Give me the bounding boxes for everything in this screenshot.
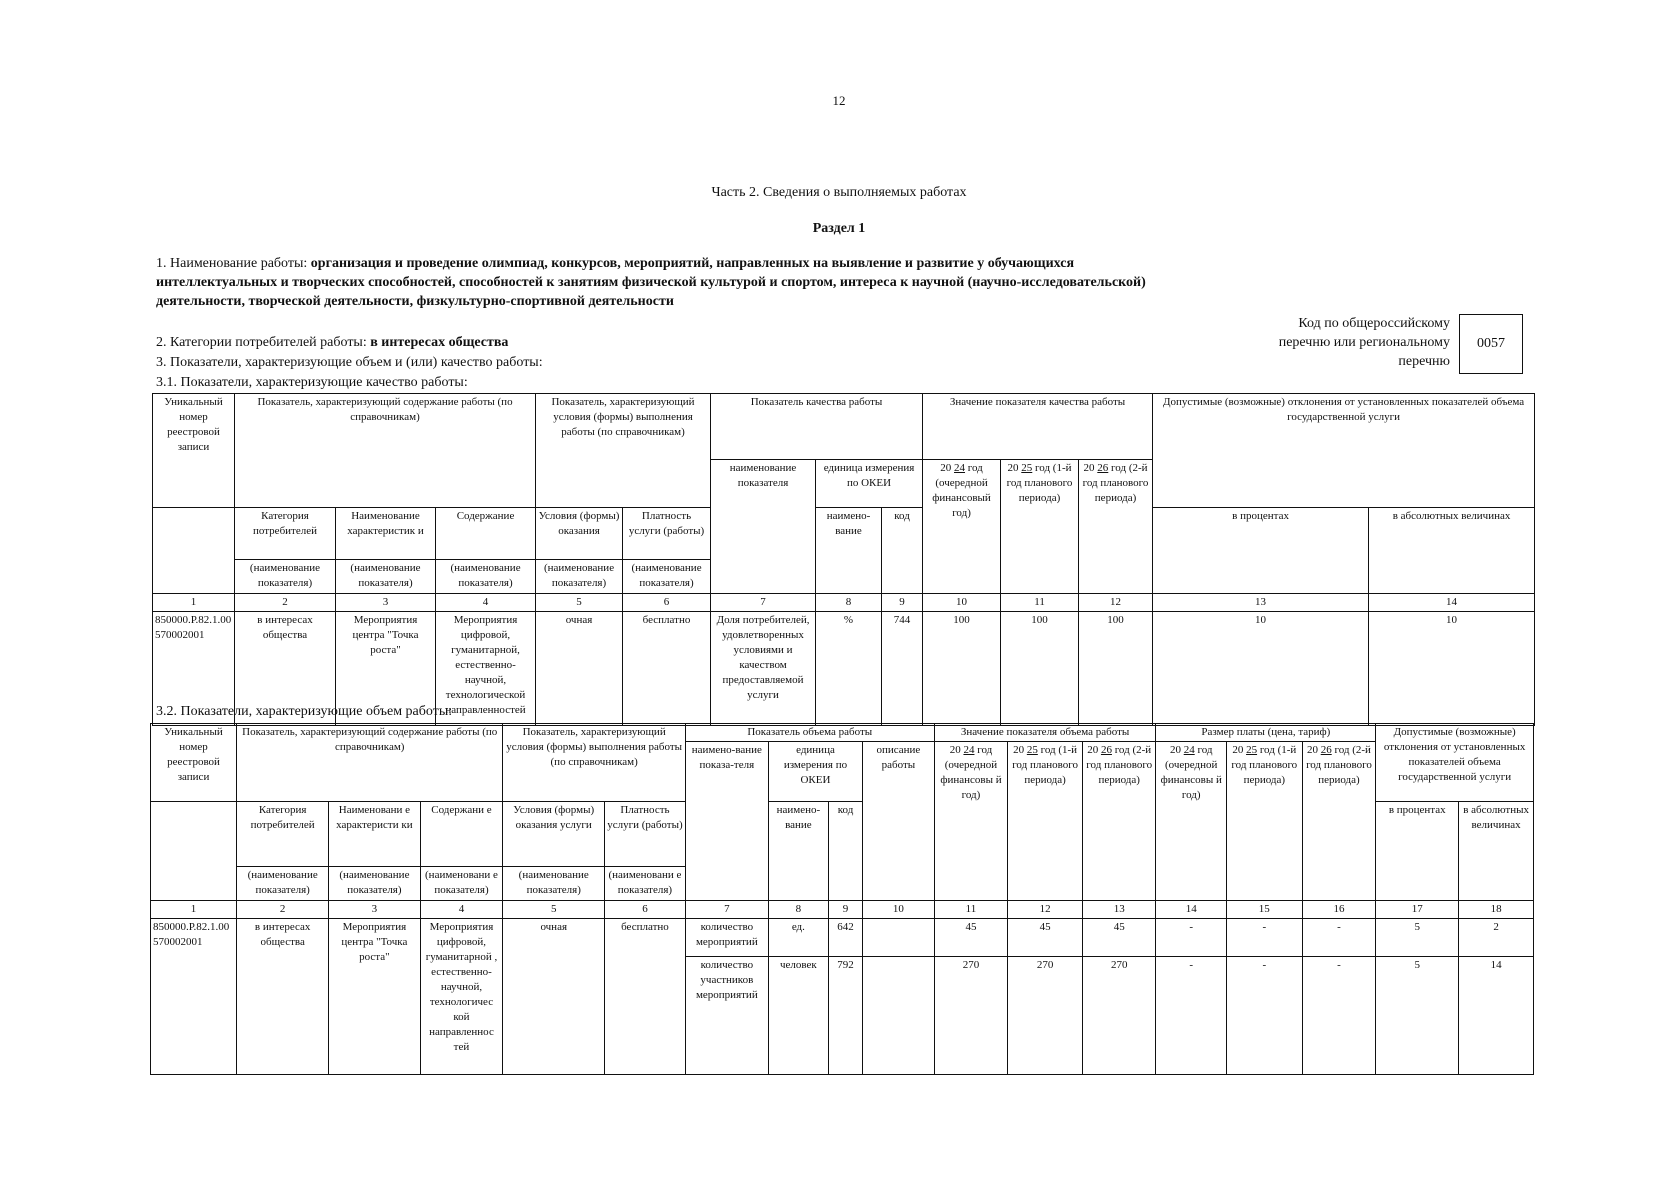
q-code: 744 <box>882 612 923 726</box>
q-col-num: 2 <box>235 594 336 612</box>
v-col-num: 14 <box>1156 901 1226 919</box>
q-h-content: Показатель, характеризующий содержание работы (по справочникам) <box>235 394 536 508</box>
categories-line <box>156 335 508 351</box>
v-f3: - <box>1302 957 1376 1075</box>
q-v3: 100 <box>1079 612 1153 726</box>
q-col-num: 12 <box>1079 594 1153 612</box>
q-col-num: 7 <box>711 594 816 612</box>
v-h-content: Показатель, характеризующий содержание работы (по справочникам) <box>237 724 503 802</box>
v-f1: - <box>1156 957 1226 1075</box>
v-col-num: 7 <box>685 901 768 919</box>
v-indicator: количество мероприятий <box>685 919 768 957</box>
v-unit: человек <box>768 957 828 1075</box>
q-unique: 850000.Р.82.1.00570002001 <box>153 612 235 726</box>
q-category: в интересах общества <box>235 612 336 726</box>
v-desc <box>863 919 935 957</box>
q-h-sub-3: (наименование показателя) <box>336 560 436 594</box>
q-col-num: 4 <box>436 594 536 612</box>
q-col-num: 1 <box>153 594 235 612</box>
q-pay: бесплатно <box>623 612 711 726</box>
volume-table <box>150 723 1534 1075</box>
code-value: 0057 <box>1477 336 1505 351</box>
q-h-year1: 20 24 год (очередной финансовый год) <box>923 460 1001 594</box>
v-h-percent: в процентах <box>1376 802 1459 901</box>
q-col-num: 13 <box>1153 594 1369 612</box>
q-form: очная <box>536 612 623 726</box>
v-h-deviation: Допустимые (возможные) отклонения от установленных показателей объема государственной услуги <box>1376 724 1534 802</box>
v-col-num: 6 <box>605 901 686 919</box>
v-h-pay: Платность услуги (работы) <box>605 802 686 867</box>
q-col-num: 11 <box>1001 594 1079 612</box>
v-h-year2: 20 25 год (1-й год планового периода) <box>1008 742 1083 901</box>
v-h-sub-2: (наименование показателя) <box>237 867 329 901</box>
v-v3: 270 <box>1082 957 1156 1075</box>
v-category: в интересах общества <box>237 919 329 1075</box>
quality-table <box>152 393 1535 726</box>
v-code: 642 <box>828 919 862 957</box>
v-h-category: Категория потребителей <box>237 802 329 867</box>
v-col-num: 2 <box>237 901 329 919</box>
v-col-num: 5 <box>503 901 605 919</box>
q-h-sub-2: (наименование показателя) <box>235 560 336 594</box>
v-col-num: 9 <box>828 901 862 919</box>
v-col-num: 4 <box>420 901 503 919</box>
categories-value: в интересах общества <box>370 335 509 350</box>
section-title: Раздел 1 <box>812 221 866 236</box>
v-desc <box>863 957 935 1075</box>
v-h-year1: 20 24 год (очередной финансовы й год) <box>934 742 1008 901</box>
q-col-num: 9 <box>882 594 923 612</box>
q-h-year2: 20 25 год (1-й год планового периода) <box>1001 460 1079 594</box>
q-col-num: 5 <box>536 594 623 612</box>
q-h-ind-name: наименование показателя <box>711 460 816 594</box>
q-col-num: 14 <box>1369 594 1535 612</box>
work-name-value: организация и проведение олимпиад, конкурсов, мероприятий, направленных на выявление и развитие у обучающихся интеллектуальных и творческих способностей, способностей к занятиям физической культурой и спортом, интереса к научной (научно-исследовательской) деятельности, творческой деятельности, физкультурно-спортивной деятельности <box>156 256 1146 309</box>
v-h-content-col: Содержани е <box>420 802 503 867</box>
v-dev-abs: 2 <box>1459 919 1534 957</box>
indicators-line: 3. Показатели, характеризующие объем и (или) качество работы: <box>156 355 543 370</box>
v-h-char-name: Наименовани е характеристи ки <box>329 802 420 867</box>
v-unit: ед. <box>768 919 828 957</box>
v-v1: 45 <box>934 919 1008 957</box>
categories-label: 2. Категории потребителей работы: <box>156 335 371 350</box>
q-h-unique-cont <box>153 508 235 560</box>
q-h-category: Категория потребителей <box>235 508 336 560</box>
v-col-num: 13 <box>1082 901 1156 919</box>
q-h-sub-4: (наименование показателя) <box>436 560 536 594</box>
volume-line: 3.2. Показатели, характеризующие объем работы: <box>156 704 453 719</box>
q-h-pay: Платность услуги (работы) <box>623 508 711 560</box>
q-h-unit-code: код <box>882 508 923 594</box>
q-h-form: Условия (формы) оказания <box>536 508 623 560</box>
v-form: очная <box>503 919 605 1075</box>
code-box <box>1459 314 1523 374</box>
v-f3: - <box>1302 919 1376 957</box>
v-h-unit: единица измерения по ОКЕИ <box>768 742 862 802</box>
v-dev-abs: 14 <box>1459 957 1534 1075</box>
v-h-sub-4: (наименовани е показателя) <box>420 867 503 901</box>
v-h-year3: 20 26 год (2-й год планового периода) <box>1082 742 1156 901</box>
v-col-num: 10 <box>863 901 935 919</box>
v-h-form: Условия (формы) оказания услуги <box>503 802 605 867</box>
q-h-year3: 20 26 год (2-й год планового периода) <box>1079 460 1153 594</box>
v-h-sub-5: (наименование показателя) <box>503 867 605 901</box>
code-label: Код по общероссийскому перечню или региональному перечню <box>1278 316 1450 369</box>
q-h-sub-5: (наименование показателя) <box>536 560 623 594</box>
q-content: Мероприятия цифровой, гуманитарной, естественно-научной, технологической направленностей <box>436 612 536 726</box>
q-h-deviation: Допустимые (возможные) отклонения от установленных показателей объема государственной услуги <box>1153 394 1535 508</box>
v-v3: 45 <box>1082 919 1156 957</box>
v-h-fee3: 20 26 год (2-й год планового периода) <box>1302 742 1376 901</box>
v-h-value: Значение показателя объема работы <box>934 724 1156 742</box>
q-indicator: Доля потребителей, удовлетворенных условиями и качеством предоставляемой услуги <box>711 612 816 726</box>
v-v2: 270 <box>1008 957 1083 1075</box>
q-h-char-name: Наименование характеристик и <box>336 508 436 560</box>
q-v2: 100 <box>1001 612 1079 726</box>
q-h-quality: Показатель качества работы <box>711 394 923 460</box>
q-char-name: Мероприятия центра "Точка роста" <box>336 612 436 726</box>
v-col-num: 18 <box>1459 901 1534 919</box>
q-h-percent: в процентах <box>1153 508 1369 594</box>
v-h-fee2: 20 25 год (1-й год планового периода) <box>1226 742 1302 901</box>
v-h-fee1: 20 24 год (очередной финансовы й год) <box>1156 742 1226 901</box>
v-h-unit-name: наимено-вание <box>768 802 828 901</box>
v-f1: - <box>1156 919 1226 957</box>
q-dev-pct: 10 <box>1153 612 1369 726</box>
v-code: 792 <box>828 957 862 1075</box>
q-h-unique: Уникальный номер реестровой записи <box>153 394 235 508</box>
v-content: Мероприятия цифровой, гуманитарной , естественно-научной, технологичес кой направленнос тей <box>420 919 503 1075</box>
v-h-unique-cont <box>151 802 237 867</box>
v-h-ind-name: наимено-вание показа-теля <box>685 742 768 901</box>
v-h-blank <box>151 867 237 901</box>
v-col-num: 16 <box>1302 901 1376 919</box>
v-h-sub-6: (наименовани е показателя) <box>605 867 686 901</box>
q-col-num: 6 <box>623 594 711 612</box>
q-h-unit: единица измерения по ОКЕИ <box>816 460 923 508</box>
v-col-num: 12 <box>1008 901 1083 919</box>
v-f2: - <box>1226 919 1302 957</box>
v-h-volume: Показатель объема работы <box>685 724 934 742</box>
v-col-num: 15 <box>1226 901 1302 919</box>
q-unit: % <box>816 612 882 726</box>
v-char-name: Мероприятия центра "Точка роста" <box>329 919 420 1075</box>
v-v2: 45 <box>1008 919 1083 957</box>
v-indicator: количество участников мероприятий <box>685 957 768 1075</box>
q-h-unit-name: наимено-вание <box>816 508 882 594</box>
q-h-blank <box>153 560 235 594</box>
page-number: 12 <box>832 93 846 108</box>
v-col-num: 1 <box>151 901 237 919</box>
v-dev-pct: 5 <box>1376 957 1459 1075</box>
q-h-sub-6: (наименование показателя) <box>623 560 711 594</box>
quality-line: 3.1. Показатели, характеризующие качество работы: <box>156 375 468 390</box>
v-dev-pct: 5 <box>1376 919 1459 957</box>
v-pay: бесплатно <box>605 919 686 1075</box>
v-f2: - <box>1226 957 1302 1075</box>
v-h-desc: описание работы <box>863 742 935 901</box>
q-h-absolute: в абсолютных величинах <box>1369 508 1535 594</box>
table-row <box>151 919 1534 957</box>
q-h-value: Значение показателя качества работы <box>923 394 1153 460</box>
part-title: Часть 2. Сведения о выполняемых работах <box>711 185 967 200</box>
v-h-conditions: Показатель, характеризующий условия (формы) выполнения работы (по справочникам) <box>503 724 685 802</box>
q-col-num: 10 <box>923 594 1001 612</box>
v-v1: 270 <box>934 957 1008 1075</box>
v-h-sub-3: (наименование показателя) <box>329 867 420 901</box>
v-unique: 850000.Р.82.1.00570002001 <box>151 919 237 1075</box>
v-col-num: 3 <box>329 901 420 919</box>
v-h-absolute: в абсолютных величинах <box>1459 802 1534 901</box>
work-name <box>156 254 1196 311</box>
q-h-conditions: Показатель, характеризующий условия (формы) выполнения работы (по справочникам) <box>536 394 711 508</box>
work-name-label: 1. Наименование работы: <box>156 256 311 271</box>
v-col-num: 8 <box>768 901 828 919</box>
v-h-unique: Уникальный номер реестровой записи <box>151 724 237 802</box>
q-h-content-col: Содержание <box>436 508 536 560</box>
q-col-num: 3 <box>336 594 436 612</box>
q-col-num: 8 <box>816 594 882 612</box>
v-h-fee: Размер платы (цена, тариф) <box>1156 724 1376 742</box>
v-h-unit-code: код <box>828 802 862 901</box>
v-col-num: 11 <box>934 901 1008 919</box>
q-dev-abs: 10 <box>1369 612 1535 726</box>
q-v1: 100 <box>923 612 1001 726</box>
v-col-num: 17 <box>1376 901 1459 919</box>
